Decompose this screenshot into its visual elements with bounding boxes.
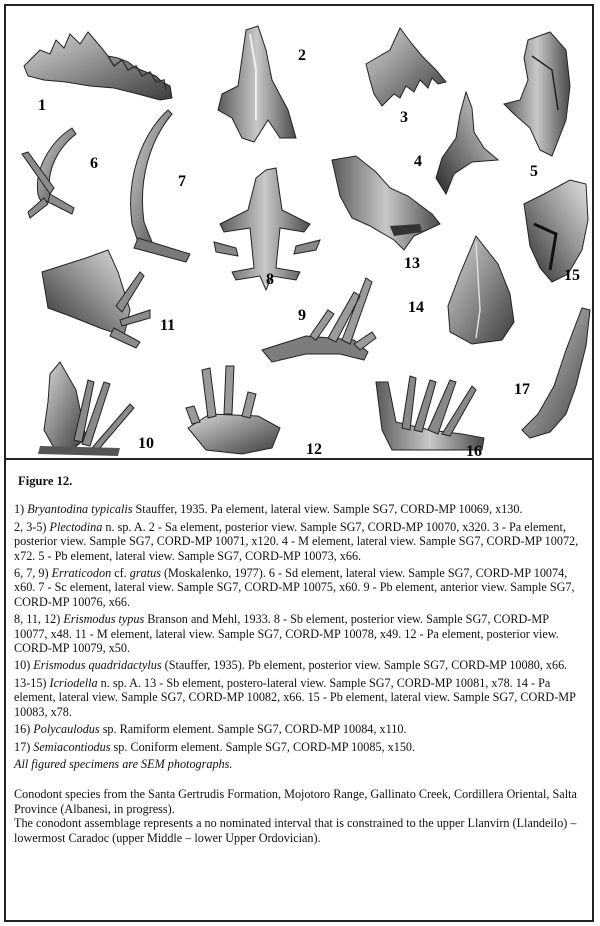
caption-title: Figure 12. — [18, 474, 73, 488]
entry-text: n. sp. A. 13 - Sb element, postero-lateral view. Sample SG7, CORD-MP 10081, x78. 14 - Pa element, lateral view. Sample SG7, CORD-MP 10082, x66. 15 - Pb element, lateral view. Sample SG7, CORD-MP 10083, x78. — [14, 675, 576, 719]
caption-locality-paragraph: Conodont species from the Santa Gertrudis Formation, Mojotoro Range, Gallinato Creek, Cordillera Oriental, Salta Province (Albanesi, in progress). — [14, 787, 577, 816]
caption-entry-3 — [14, 566, 584, 609]
plate-label-7: 7 — [178, 173, 186, 190]
specimen-1 — [24, 32, 172, 100]
entry-ref: 13-15) — [14, 675, 47, 690]
specimen-16 — [376, 376, 484, 450]
entry-ref: 2, 3-5) — [14, 519, 47, 534]
plate-label-11: 11 — [160, 317, 176, 334]
specimen-5 — [504, 32, 570, 156]
entry-text-pre: cf. — [111, 566, 130, 581]
entry-text: sp. Coniform element. Sample SG7, CORD-MP 10085, x150. — [110, 739, 416, 754]
specimen-6 — [22, 128, 76, 218]
plate-label-3: 3 — [400, 109, 408, 126]
plate-label-16: 16 — [466, 443, 482, 456]
entry-ref: 8, 11, 12) — [14, 612, 61, 627]
plate-label-10: 10 — [138, 435, 154, 452]
specimen-10 — [38, 362, 134, 456]
caption-divider — [6, 458, 592, 460]
caption-entry-6 — [14, 676, 584, 719]
specimen-4 — [436, 92, 498, 194]
plate-label-12: 12 — [306, 441, 322, 456]
plate-svg — [10, 10, 592, 456]
specimen-17 — [522, 308, 590, 438]
caption-entry-2 — [14, 520, 584, 563]
plate-label-15: 15 — [564, 267, 580, 284]
specimen-2 — [218, 26, 296, 142]
plate-label-9: 9 — [298, 307, 306, 324]
entry-taxon: Erismodus typus — [63, 612, 145, 627]
plate-label-14: 14 — [408, 299, 424, 316]
entry-taxon: Semiacontiodus — [33, 739, 111, 754]
caption-age-paragraph: The conodont assemblage represents a no nominated interval that is constrained to the upper Llanvirn (Llandeilo) – lowermost Caradoc (upper Middle – lower Upper Ordovician). — [14, 816, 577, 845]
specimen-3 — [366, 28, 446, 106]
caption-entry-1 — [14, 502, 584, 516]
figure-frame — [4, 4, 594, 922]
entry-text: n. sp. A. 2 - Sa element, posterior view. Sample SG7, CORD-MP 10070, x320. 3 - Pa element, posterior view. Sample SG7, CORD-MP 10071, x120. 4 - M element, lateral view. Sample SG7, CORD-MP 10072, x72. 5 - Pb element, lateral view. Sample SG7, CORD-MP 10073, x66. — [14, 519, 579, 563]
entry-taxon: Icriodella — [49, 675, 98, 690]
specimen-12 — [186, 366, 280, 454]
caption-entry-8 — [14, 740, 584, 754]
entry-text: sp. Ramiform element. Sample SG7, CORD-MP 10084, x110. — [99, 722, 407, 737]
entry-taxon: Bryantodina typicalis — [27, 502, 133, 517]
entry-ref: 1) — [14, 502, 25, 517]
caption-sem-note: All figured specimens are SEM photographs. — [14, 756, 233, 771]
entry-ref: 10) — [14, 658, 31, 673]
entry-ref: 6, 7, 9) — [14, 566, 49, 581]
caption-entry-5 — [14, 658, 584, 672]
figure-caption — [14, 468, 584, 845]
specimen-plate — [10, 10, 592, 456]
entry-ref: 16) — [14, 722, 31, 737]
plate-label-5: 5 — [530, 163, 538, 180]
entry-ref: 17) — [14, 739, 31, 754]
plate-label-8: 8 — [266, 271, 274, 288]
entry-text: (Stauffer, 1935). Pb element, posterior view. Sample SG7, CORD-MP 10080, x66. — [161, 658, 568, 673]
entry-taxon: Polycaulodus — [33, 722, 100, 737]
entry-text: (Moskalenko, 1977). 6 - Sd element, lateral view. Sample SG7, CORD-MP 10074, x60. 7 - Sc element, lateral view. Sample SG7, CORD-MP 10075, x60. 9 - Pb element, anterior view. Sample SG7, CORD-MP 10076, x66. — [14, 566, 575, 609]
entry-taxon: Plectodina — [49, 519, 103, 534]
caption-entry-4 — [14, 612, 584, 655]
specimen-11 — [42, 250, 150, 348]
plate-label-4: 4 — [414, 153, 422, 170]
plate-label-17: 17 — [514, 381, 530, 398]
entry-taxon-2: gratus — [129, 566, 161, 581]
specimen-14 — [448, 236, 514, 344]
plate-label-1: 1 — [38, 97, 46, 114]
entry-text: Stauffer, 1935. Pa element, lateral view. Sample SG7, CORD-MP 10069, x130. — [132, 502, 523, 517]
specimen-13 — [332, 156, 440, 250]
specimen-9 — [262, 278, 376, 362]
plate-label-2: 2 — [298, 47, 306, 64]
entry-taxon: Erismodus quadridactylus — [33, 658, 162, 673]
caption-entry-7 — [14, 722, 584, 736]
entry-text: Branson and Mehl, 1933. 8 - Sb element, posterior view. Sample SG7, CORD-MP 10077, x48. 11 - M element, lateral view. Sample SG7, CORD-MP 10078, x49. 12 - Pa element, posterior view. CORD-MP 10079, x50. — [14, 612, 559, 656]
plate-label-13: 13 — [404, 255, 420, 272]
plate-label-6: 6 — [90, 155, 98, 172]
entry-taxon: Erraticodon — [51, 566, 112, 581]
